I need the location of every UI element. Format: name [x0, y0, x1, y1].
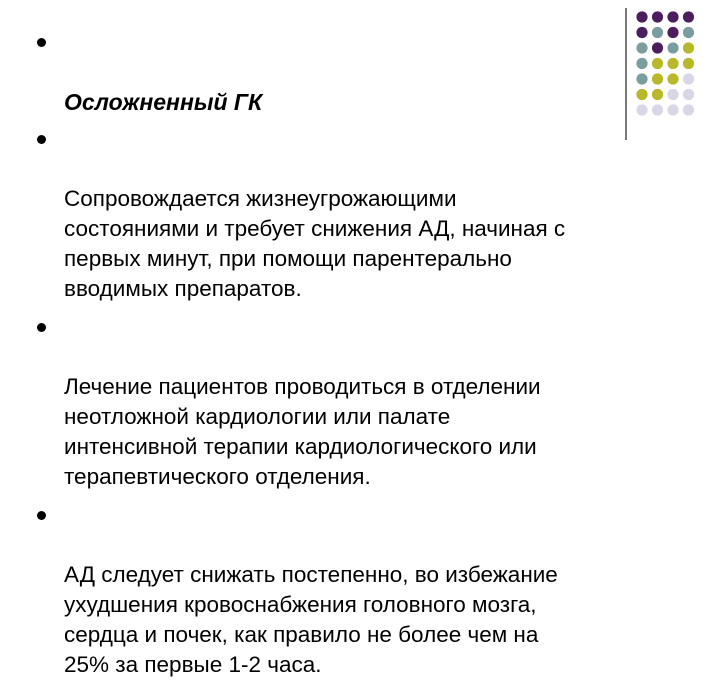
dot	[683, 73, 694, 84]
slide-title: Осложненный ГК	[64, 89, 263, 115]
dot	[683, 104, 694, 115]
bullet-text: АД следует снижать постепенно, во избежание ухудшения кровоснабжения головного мозга, сердца и почек, как правило не более чем на 25% за первые 1-2 часа.	[64, 562, 558, 677]
dot	[667, 58, 678, 69]
bullet-item	[0, 500, 640, 680]
dot	[667, 104, 678, 115]
bullet-item	[0, 124, 640, 304]
dot	[636, 11, 647, 22]
dot	[683, 58, 694, 69]
dot	[667, 89, 678, 100]
bullet-item-title	[0, 27, 640, 117]
bullet-text: Лечение пациентов проводиться в отделении неотложной кардиологии или палате интенсивной терапии кардиологического или терапевтического отделения.	[64, 374, 541, 489]
bullet-item	[0, 312, 640, 492]
dot	[652, 73, 663, 84]
dot	[667, 11, 678, 22]
dot	[652, 27, 663, 38]
dot	[652, 89, 663, 100]
dot	[667, 73, 678, 84]
bullet-text: Сопровождается жизнеугрожающими состояниями и требует снижения АД, начиная с первых минут, при помощи парентерально вводимых препаратов.	[64, 186, 566, 301]
dot	[652, 42, 663, 53]
dot	[652, 104, 663, 115]
dot	[667, 42, 678, 53]
dot	[683, 42, 694, 53]
bullet-dot-icon	[37, 511, 46, 520]
dot	[652, 11, 663, 22]
dot	[667, 27, 678, 38]
bullet-dot-icon	[37, 135, 46, 144]
dot	[652, 58, 663, 69]
bullet-dot-icon	[37, 38, 46, 47]
dot	[683, 27, 694, 38]
dot	[683, 11, 694, 22]
dot	[683, 89, 694, 100]
bullet-list	[0, 27, 640, 688]
dot-grid-ornament-icon	[636, 11, 716, 121]
bullet-dot-icon	[37, 323, 46, 332]
